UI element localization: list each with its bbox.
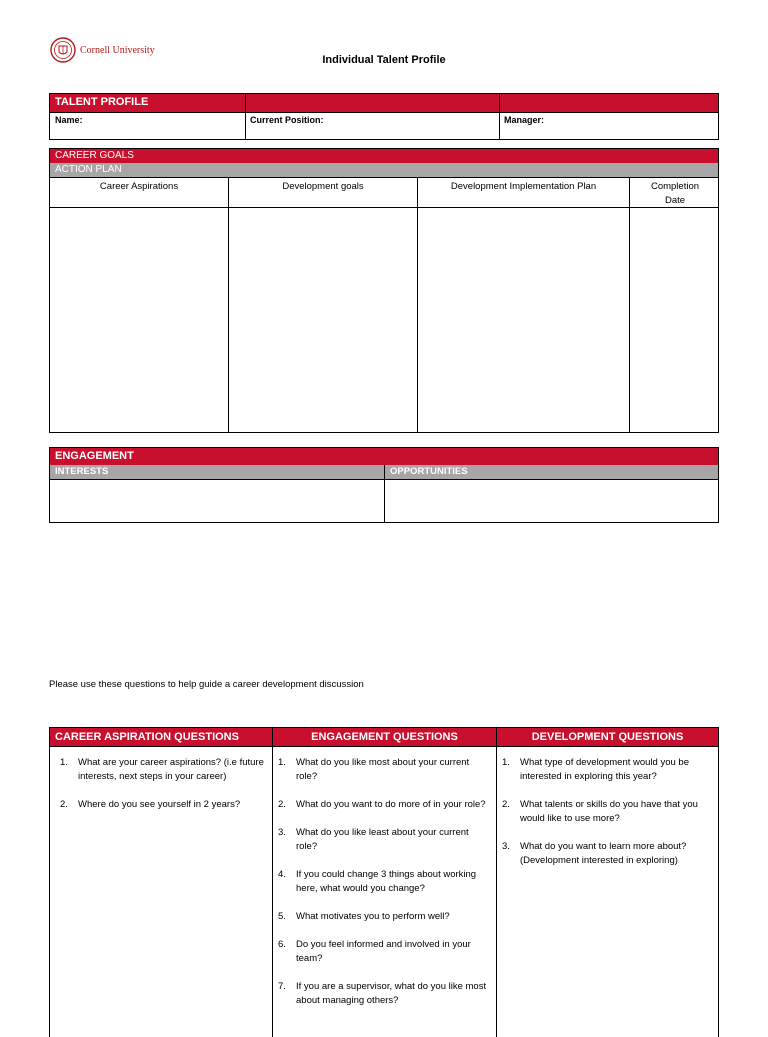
talent-profile-table [49,93,719,140]
talent-profile-heading: TALENT PROFILE [55,96,149,108]
questions-table [49,727,719,1037]
col-implementation-plan: Development Implementation Plan [450,181,597,192]
list-item: 5. What motivates you to perform well? [278,911,450,922]
opportunities-header: OPPORTUNITIES [385,465,718,479]
list-item: 3. What do you like least about your current role? [278,827,469,852]
completion-date-cell[interactable] [630,208,718,432]
interests-cell[interactable] [50,480,384,522]
col-completion-date: Completion Date [650,181,700,206]
list-item: 1. What do you like most about your current role? [278,757,470,782]
logo-text: Cornell University [80,45,155,56]
list-item: 2. Where do you see yourself in 2 years? [60,799,241,810]
list-item: 2. What do you want to do more of in your role? [278,799,486,810]
list-item: 7. If you are a supervisor, what do you like most about managing others? [278,981,487,1006]
current-position-field[interactable]: Current Position: [250,115,324,125]
list-item: 2. What talents or skills do you have that you would like to use more? [502,799,698,824]
list-item: 6. Do you feel informed and involved in your team? [278,939,471,964]
document-title: Individual Talent Profile [322,54,446,66]
career-aspiration-questions-header: CAREER ASPIRATION QUESTIONS [50,728,272,746]
manager-field[interactable]: Manager: [504,115,545,125]
opportunities-cell[interactable] [385,480,718,522]
career-goals-header: CAREER GOALS [50,149,718,163]
development-questions-header: DEVELOPMENT QUESTIONS [497,728,718,746]
engagement-questions-list [278,756,490,1022]
engagement-questions-header: ENGAGEMENT QUESTIONS [273,728,496,746]
col-development-goals: Development goals [282,181,364,192]
development-questions-list [502,756,716,882]
career-goals-table [49,148,719,433]
career-questions-list [60,756,265,826]
guide-text: Please use these questions to help guide a career development discussion [49,679,364,690]
list-item: 4. If you could change 3 things about working here, what would you change? [278,869,477,894]
list-item: 1. What are your career aspirations? (i.e future interests, next steps in your career) [60,757,264,782]
engagement-header: ENGAGEMENT [50,448,718,465]
implementation-plan-cell[interactable] [418,208,629,432]
action-plan-header: ACTION PLAN [50,163,718,177]
list-item: 1. What type of development would you be interested in exploring this year? [502,757,689,782]
engagement-table [49,447,719,523]
talent-profile-header [50,94,718,112]
development-goals-cell[interactable] [229,208,417,432]
interests-header: INTERESTS [50,465,384,479]
list-item: 3. What do you want to learn more about? (Development interested in exploring) [502,841,687,866]
name-field[interactable]: Name: [55,115,83,125]
col-career-aspirations: Career Aspirations [99,181,179,192]
career-aspirations-cell[interactable] [50,208,228,432]
